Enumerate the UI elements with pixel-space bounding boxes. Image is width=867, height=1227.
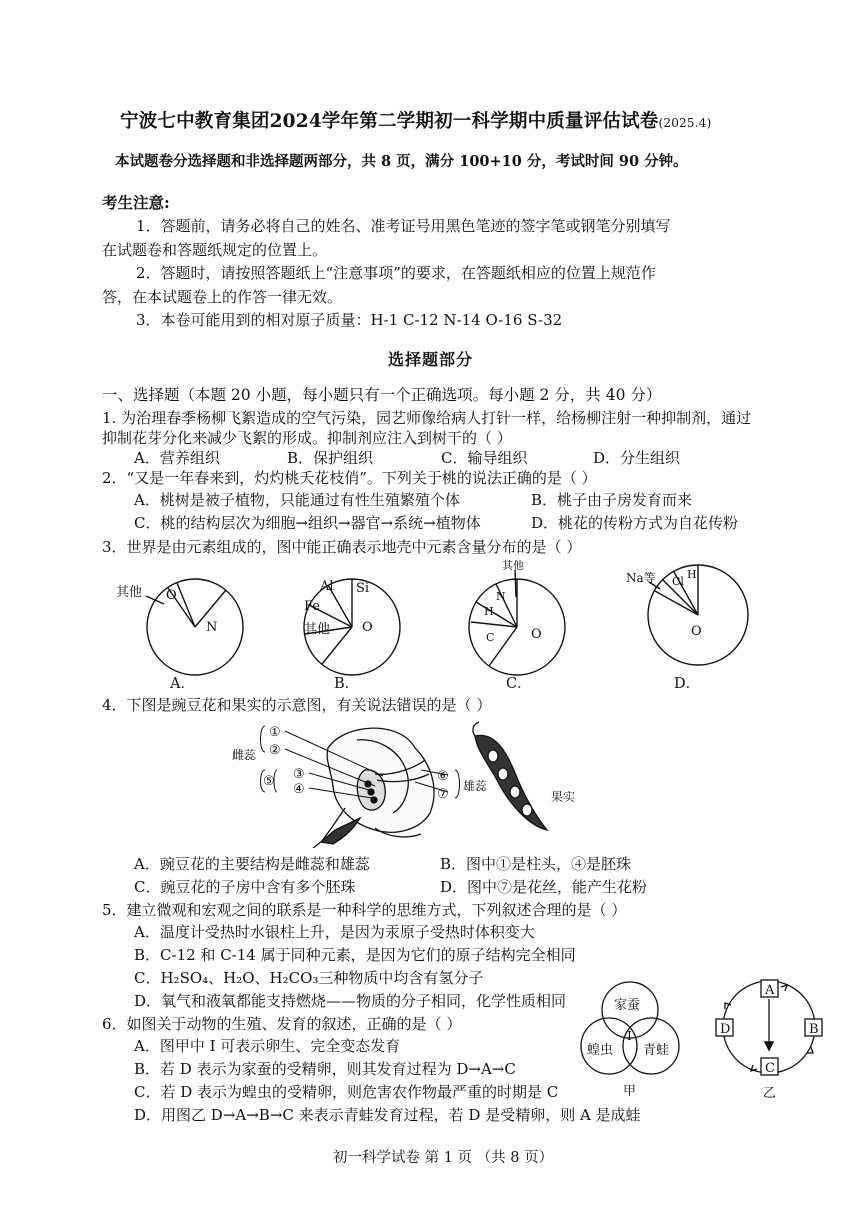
pie-c-label-other: 其他	[502, 559, 524, 572]
pea-pod-drawing	[473, 722, 547, 830]
q6-option-c: C．若 D 表示为蝗虫的受精卵，则危害农作物最严重的时期是 C	[134, 1083, 559, 1101]
marker-6: ⑥	[437, 769, 449, 784]
q6-option-d: D．用图乙 D→A→B→C 来表示青蛙发育过程，若 D 是受精卵，则 A 是成蛙	[134, 1106, 641, 1124]
page-footer: 初一科学试卷 第 1 页 （共 8 页）	[333, 1150, 554, 1166]
venn-label-locust: 蝗虫	[587, 1043, 614, 1058]
pie-d-label-o: O	[691, 624, 702, 639]
pea-flower-drawing	[313, 728, 434, 848]
q5-option-a: A．温度计受热时水银柱上升，是因为汞原子受热时体积变大	[134, 923, 535, 941]
pie-c-label-h: H	[484, 605, 494, 618]
q2-option-b: B．桃子由子房发育而来	[531, 491, 693, 509]
cycle-diagram	[705, 975, 835, 1105]
q2-option-c: C．桃的结构层次为细胞→组织→器官→系统→植物体	[134, 514, 481, 532]
q5-stem: 5．建立微观和宏观之间的联系是一种科学的思维方式，下列叙述合理的是（ ）	[102, 901, 627, 919]
q5-option-d: D．氧气和液氧都能支持燃烧——物质的分子相同，化学性质相同	[134, 992, 567, 1010]
pie-b-label-fe: Fe	[304, 599, 321, 614]
cycle-node-d: D	[720, 1022, 731, 1037]
q1-option-a: A．营养组织	[134, 449, 220, 467]
pie-c-label-o: O	[531, 627, 542, 642]
cycle-caption: 乙	[763, 1086, 777, 1101]
section-title: 选择题部分	[388, 350, 474, 369]
cycle-node-a: A	[765, 983, 775, 998]
q2-option-a: A．桃树是被子植物，只能通过有性生殖繁殖个体	[134, 491, 460, 509]
part1-heading: 一、选择题（本题 20 小题，每小题只有一个正确选项。每小题 2 分，共 40 分）	[102, 386, 662, 404]
notice-heading: 考生注意:	[102, 193, 170, 212]
q3-option-b: B．	[334, 676, 360, 692]
q2-option-d: D．桃花的传粉方式为自花传粉	[531, 514, 739, 532]
marker-4: ④	[293, 782, 305, 797]
marker-5: ⑤	[263, 774, 275, 789]
notice-item-3: 3．本卷可能用到的相对原子质量：H-1 C-12 N-14 O-16 S-32	[136, 311, 563, 329]
venn-caption: 甲	[623, 1084, 637, 1099]
pie-b-label-other: 其他	[304, 622, 331, 637]
label-fruit: 果实	[551, 790, 576, 804]
cycle-node-b: B	[809, 1022, 819, 1037]
q1-option-b: B．保护组织	[287, 449, 374, 467]
title-text: 宁波七中教育集团2024学年第二学期初一科学期中质量评估试卷	[120, 111, 659, 132]
marker-3: ③	[293, 767, 305, 782]
q5-option-b: B．C-12 和 C-14 属于同种元素，是因为它们的原子结构完全相同	[134, 946, 576, 964]
q4-option-c: C．豌豆花的子房中含有多个胚珠	[134, 878, 356, 896]
pie-b-label-o: O	[362, 620, 373, 635]
q3-option-c: C．	[506, 676, 532, 692]
q6-stem: 6．如图关于动物的生殖、发育的叙述，正确的是（ ）	[102, 1015, 462, 1033]
notice-item-2-line-2: 答，在本试题卷上的作答一律无效。	[102, 288, 343, 306]
q3-option-d: D．	[674, 676, 701, 692]
pie-b-label-si: Si	[356, 581, 370, 596]
q1-line-1: 1. 为治理春季杨柳飞絮造成的空气污染，园艺师像给病人打针一样，给杨柳注射一种抑制剂，通过	[102, 409, 752, 427]
exam-intro: 本试题卷分选择题和非选择题两部分，共 8 页，满分 100+10 分，考试时间 90 分钟。	[115, 153, 688, 170]
venn-label-center: I	[627, 1029, 632, 1043]
notice-item-2-line-1: 2．答题时，请按照答题纸上“注意事项”的要求，在答题纸相应的位置上规范作	[136, 264, 656, 282]
q3-option-a: A．	[170, 676, 195, 692]
notice-item-1-line-2: 在试题卷和答题纸规定的位置上。	[102, 241, 328, 259]
q4-stem: 4．下图是豌豆花和果实的示意图，有关说法错误的是（ ）	[102, 696, 492, 714]
pie-d-label-na: Na等	[626, 571, 656, 585]
pie-b-label-al: Al	[320, 579, 334, 594]
q5-option-c: C．H₂SO₄、H₂O、H₂CO₃三种物质中均含有氢分子	[134, 969, 484, 987]
marker-2: ②	[269, 743, 281, 758]
q4-option-d: D．图中⑦是花丝，能产生花粉	[440, 878, 648, 896]
pie-d-label-h: H	[687, 568, 697, 581]
venn-diagram	[575, 980, 685, 1100]
q4-option-b: B．图中①是柱头，④是胚珠	[440, 855, 632, 873]
venn-label-frog: 青蛙	[643, 1043, 670, 1058]
q4-option-a: A．豌豆花的主要结构是雌蕊和雄蕊	[134, 855, 370, 873]
pie-a-label-other: 其他	[116, 585, 143, 600]
cycle-node-c: C	[765, 1061, 775, 1076]
marker-1: ①	[269, 725, 281, 740]
pie-c-label-n: N	[496, 590, 506, 603]
q1-option-d: D．分生组织	[593, 449, 681, 467]
q1-line-2: 抑制花芽分化来减少飞絮的形成。抑制剂应注入到树干的（ ）	[102, 429, 512, 447]
pie-c-label-c: C	[486, 631, 495, 644]
q6-option-a: A．图甲中 I 可表示卵生、完全变态发育	[134, 1037, 401, 1055]
q3-stem: 3．世界是由元素组成的，图中能正确表示地壳中元素含量分布的是（ ）	[102, 538, 582, 556]
pie-d-label-cl: Cl	[672, 575, 684, 588]
q4-pea-diagram	[225, 718, 595, 848]
marker-7: ⑦	[437, 787, 449, 802]
label-stamen: 雄蕊	[463, 779, 488, 793]
pie-a-label-o: O	[166, 588, 177, 603]
exam-date: (2025.4)	[658, 116, 712, 130]
q6-option-b: B．若 D 表示为家蚕的受精卵，则其发育过程为 D→A→C	[134, 1060, 516, 1078]
notice-item-1-line-1: 1．答题前，请务必将自己的姓名、准考证号用黑色笔迹的签字笔或钢笔分别填写	[136, 217, 671, 235]
q2-stem: 2．“又是一年春来到，灼灼桃夭花枝俏”。下列关于桃的说法正确的是（ ）	[102, 469, 597, 487]
exam-title	[120, 107, 711, 133]
label-pistil: 雌蕊	[232, 748, 257, 762]
venn-label-silkworm: 家蚕	[614, 998, 641, 1013]
pie-a-label-n: N	[206, 620, 218, 635]
q3-pie-charts	[100, 552, 780, 694]
q1-option-c: C．输导组织	[441, 449, 528, 467]
